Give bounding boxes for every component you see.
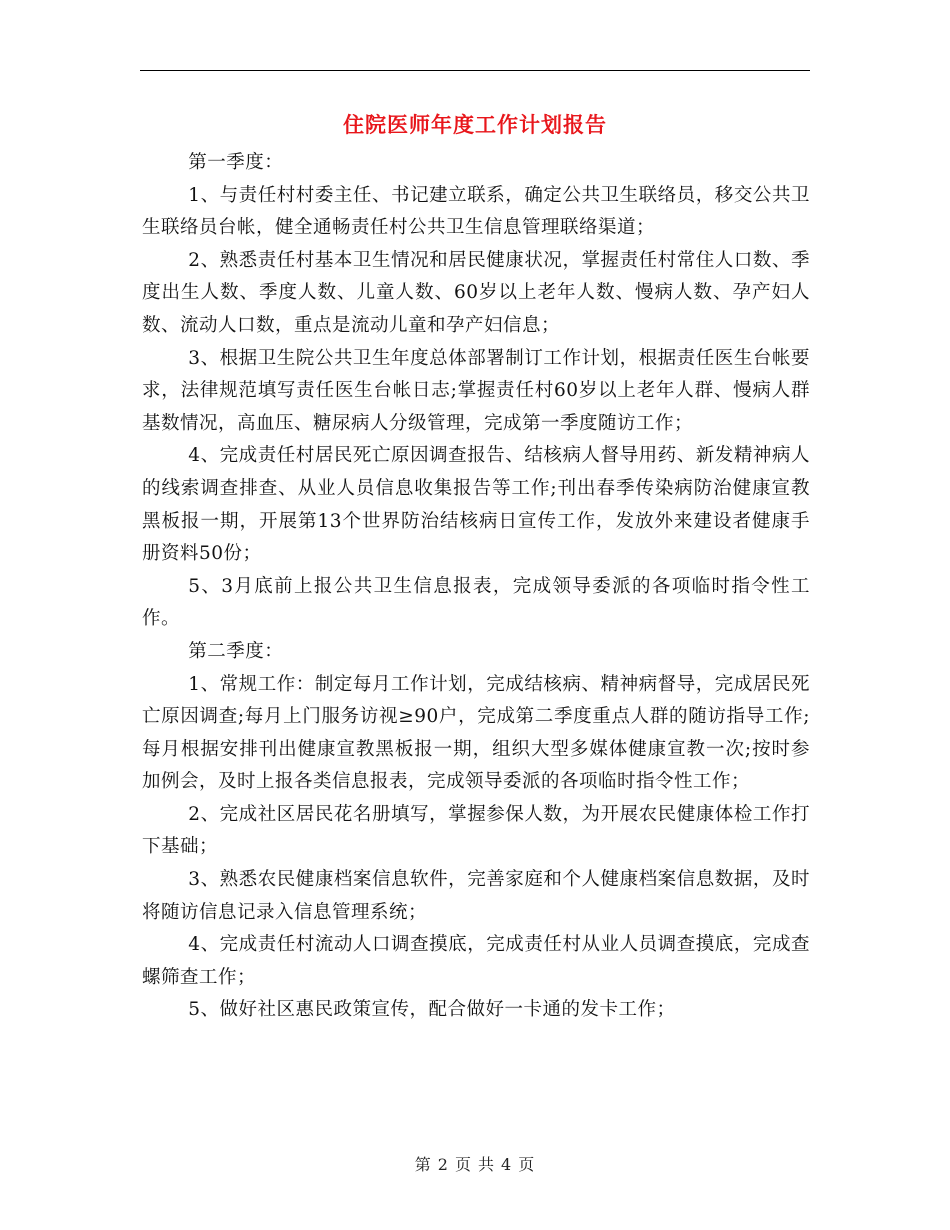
page-footer <box>0 1152 950 1175</box>
paragraph: 3、熟悉农民健康档案信息软件，完善家庭和个人健康档案信息数据，及时将随访信息记录入信息管理系统； <box>142 869 810 923</box>
total-pages-number: 4 <box>501 1155 513 1174</box>
page-suffix: 页 <box>518 1155 536 1174</box>
paragraph: 1、与责任村村委主任、书记建立联系，确定公共卫生联络员，移交公共卫生联络员台帐，健全通畅责任村公共卫生信息管理联络渠道； <box>142 184 810 239</box>
paragraph: 5、做好社区惠民政策宣传，配合做好一卡通的发卡工作； <box>188 999 676 1021</box>
paragraph: 3、根据卫生院公共卫生年度总体部署制订工作计划，根据责任医生台帐要求，法律规范填写责任医生台帐日志;掌握责任村60岁以上老年人群、慢病人群基数情况，高血压、糖尿病人分级管理，完成第一季度随访工作； <box>142 347 810 434</box>
paragraph: 1、常规工作：制定每月工作计划，完成结核病、精神病督导，完成居民死亡原因调查;每月上门服务访视≥90户，完成第二季度重点人群的随访指导工作;每月根据安排刊出健康宣教黑板报一期，组织大型多媒体健康宣教一次;按时参加例会，及时上报各类信息报表，完成领导委派的各项临时指令性工作； <box>142 673 810 793</box>
page-prefix: 第 <box>414 1155 432 1174</box>
section-heading-q1: 第一季度： <box>188 152 284 173</box>
paragraph: 2、熟悉责任村基本卫生情况和居民健康状况，掌握责任村常住人口数、季度出生人数、季度人数、儿童人数、60岁以上老年人数、慢病人数、孕产妇人数、流动人口数，重点是流动儿童和孕产妇信息； <box>142 249 810 336</box>
page-mid: 页 共 <box>454 1155 496 1174</box>
paragraph: 4、完成责任村居民死亡原因调查报告、结核病人督导用药、新发精神病人的线索调查排查、从业人员信息收集报告等工作;刊出春季传染病防治健康宣教黑板报一期，开展第13个世界防治结核病日宣传工作，发放外来建设者健康手册资料50份； <box>142 445 810 565</box>
document-body <box>142 147 810 1027</box>
current-page-number: 2 <box>437 1155 449 1174</box>
document-title: 住院医师年度工作计划报告 <box>343 112 607 137</box>
header-rule <box>140 70 810 71</box>
paragraph: 4、完成责任村流动人口调查摸底，完成责任村从业人员调查摸底，完成查螺筛查工作； <box>142 934 810 988</box>
paragraph: 2、完成社区居民花名册填写，掌握参保人数，为开展农民健康体检工作打下基础； <box>142 803 810 858</box>
paragraph: 5、3月底前上报公共卫生信息报表，完成领导委派的各项临时指令性工作。 <box>142 575 810 630</box>
section-heading-q2: 第二季度： <box>188 640 284 662</box>
